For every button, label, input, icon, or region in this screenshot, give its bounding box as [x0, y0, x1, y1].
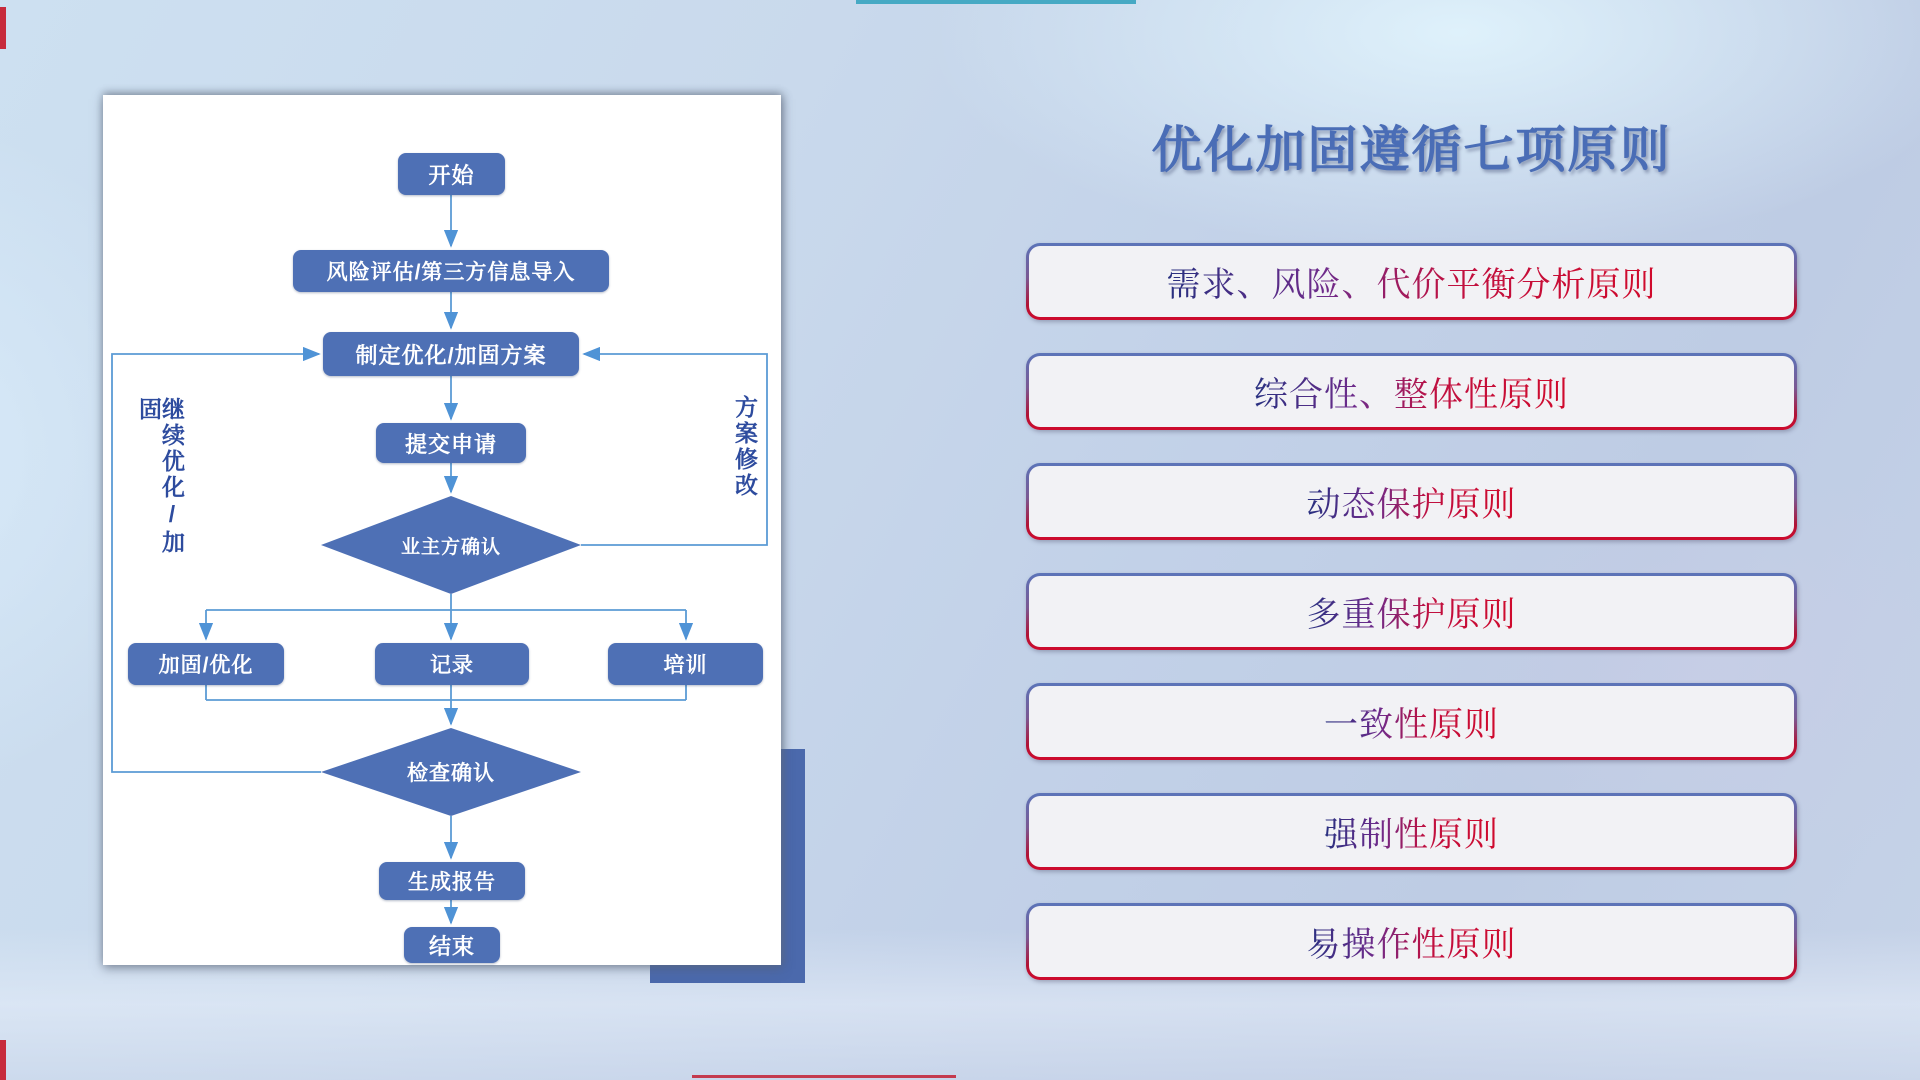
flow-node-risk-assessment: 风险评估/第三方信息导入: [293, 250, 609, 292]
flow-node-end: 结束: [404, 927, 500, 963]
flow-side-label-continue-optimize: 继续优化/加固: [136, 397, 185, 556]
principle-box-mandatory: [1026, 793, 1797, 870]
flow-node-generate-report: 生成报告: [379, 862, 525, 900]
principle-label: 需求、风险、代价平衡分析原则: [1167, 257, 1657, 306]
flow-node-record: 记录: [375, 643, 529, 685]
flow-node-make-plan: 制定优化/加固方案: [323, 332, 579, 376]
flowchart-card: [103, 95, 781, 965]
flow-label-check-confirm: 检查确认: [407, 762, 495, 785]
edge-sliver-top: [856, 0, 1136, 4]
flow-node-training: 培训: [608, 643, 763, 685]
flow-label-owner-confirm: 业主方确认: [400, 536, 501, 558]
flow-node-reinforce-optimize: 加固/优化: [128, 643, 284, 685]
principle-box-comprehensive: [1026, 353, 1797, 430]
principle-box-operability: [1026, 903, 1797, 980]
page-title: 优化加固遵循七项原则: [1151, 122, 1672, 178]
principle-box-consistency: [1026, 683, 1797, 760]
principle-box-multi-protection: [1026, 573, 1797, 650]
flow-node-start: 开始: [398, 153, 505, 195]
edge-sliver-bottom: [692, 1075, 956, 1078]
edge-sliver-bottom-left: [0, 1040, 6, 1080]
principle-label: 综合性、整体性原则: [1254, 367, 1569, 416]
flow-node-submit-request: 提交申请: [376, 423, 526, 463]
edge-sliver-top-left: [0, 7, 6, 49]
principle-label: 易操作性原则: [1307, 917, 1517, 966]
principle-box-balance-analysis: [1026, 243, 1797, 320]
principle-box-dynamic-protection: [1026, 463, 1797, 540]
principle-label: 动态保护原则: [1307, 477, 1517, 526]
principle-label: 一致性原则: [1324, 697, 1499, 746]
principle-label: 强制性原则: [1324, 807, 1499, 856]
flow-side-label-plan-revision: 方案修改: [732, 395, 758, 499]
principle-label: 多重保护原则: [1307, 587, 1517, 636]
